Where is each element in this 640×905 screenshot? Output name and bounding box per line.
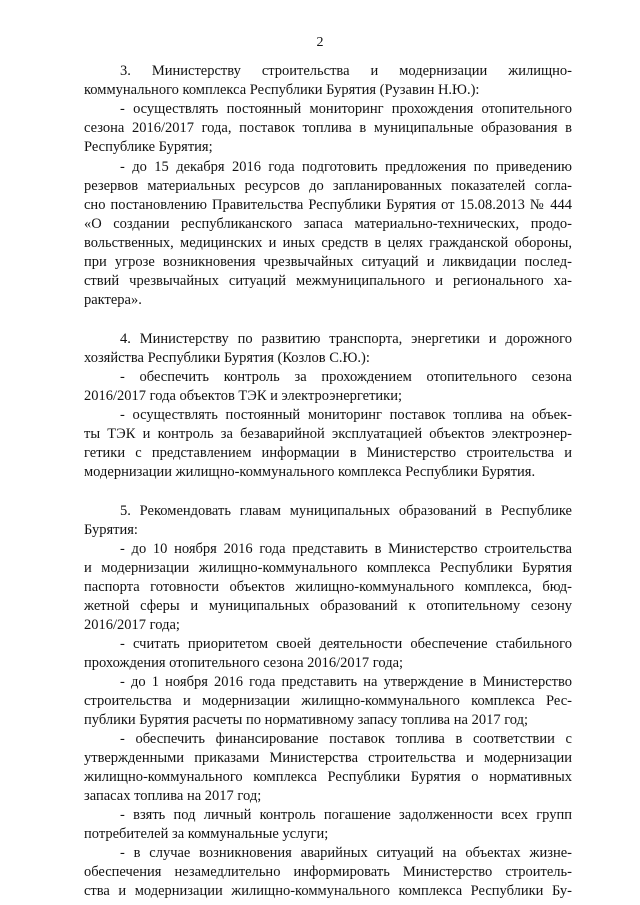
- text-line: вольственных, медицинских и иных средств в целях гражданской обороны,: [84, 235, 572, 251]
- text-line: ты ТЭК и контроль за безаварийной эксплуатацией объектов электроэнер-: [84, 426, 572, 442]
- text-line: при угрозе возникновения чрезвычайных ситуаций и ликвидации послед-: [84, 254, 572, 270]
- text-line: публики Бурятия расчеты по нормативному запасу топлива на 2017 год;: [84, 712, 529, 728]
- text-line: паспорта готовности объектов жилищно-коммунального комплекса, бюд-: [84, 579, 572, 595]
- text-line: жилищно-коммунального комплекса Республики Бурятия о нормативных: [84, 769, 572, 785]
- text-line: 2016/2017 года объектов ТЭК и электроэнергетики;: [84, 388, 403, 404]
- text-line: ствий чрезвычайных ситуаций межмуниципального и регионального ха-: [84, 273, 572, 289]
- text-line: потребителей за коммунальные услуги;: [84, 826, 329, 842]
- text-line: запасах топлива на 2017 год;: [84, 788, 262, 804]
- text-line: сно постановлению Правительства Республики Бурятия от 15.08.2013 № 444: [84, 197, 572, 213]
- text-line: обеспечения незамедлительно информировать Министерство строитель-: [84, 864, 572, 880]
- text-line: Республике Бурятия;: [84, 139, 213, 155]
- text-line: - считать приоритетом своей деятельности обеспечение стабильного: [120, 636, 572, 652]
- text-line: утвержденными приказами Министерства строительства и модернизации: [84, 750, 572, 766]
- text-line: 2016/2017 года;: [84, 617, 180, 633]
- text-line: - до 10 ноября 2016 года представить в Министерство строительства: [120, 541, 572, 557]
- text-line: 5. Рекомендовать главам муниципальных образований в Республике: [120, 503, 572, 519]
- text-line: строительства и модернизации жилищно-коммунального комплекса Рес-: [84, 693, 572, 709]
- text-line: - до 1 ноября 2016 года представить на утверждение в Министерство: [120, 674, 572, 690]
- text-line: - обеспечить контроль за прохождением отопительного сезона: [120, 369, 572, 385]
- text-line: коммунального комплекса Республики Бурятия (Рузавин Н.Ю.):: [84, 82, 480, 98]
- text-line: - взять под личный контроль погашение задолженности всех групп: [120, 807, 572, 823]
- text-line: прохождения отопительного сезона 2016/2017 года;: [84, 655, 404, 671]
- text-line: хозяйства Республики Бурятия (Козлов С.Ю.):: [84, 350, 370, 366]
- text-line: ства и модернизации жилищно-коммунального комплекса Республики Бу-: [84, 883, 572, 899]
- text-line: сезона 2016/2017 года, поставок топлива в муниципальные образования в: [84, 120, 572, 136]
- text-line: рактера».: [84, 292, 142, 308]
- text-line: - обеспечить финансирование поставок топлива в соответствии с: [120, 731, 572, 747]
- text-line: резервов материальных ресурсов до запланированных показателей согла-: [84, 178, 572, 194]
- text-line: и модернизации жилищно-коммунального комплекса Республики Бурятия: [84, 560, 572, 576]
- text-line: 3. Министерству строительства и модернизации жилищно-: [120, 63, 572, 79]
- text-line: жетной сферы и муниципальных образований к отопительному сезону: [84, 598, 572, 614]
- text-line: Бурятия:: [84, 522, 138, 538]
- text-line: модернизации жилищно-коммунального комплекса Республики Бурятия.: [84, 464, 536, 480]
- text-line: «О создании республиканского запаса материально-технических, продо-: [84, 216, 572, 232]
- page-number: 2: [316, 35, 324, 50]
- text-line: - в случае возникновения аварийных ситуаций на объектах жизне-: [120, 845, 572, 861]
- text-line: - осуществлять постоянный мониторинг поставок топлива на объек-: [120, 407, 572, 423]
- text-line: - осуществлять постоянный мониторинг прохождения отопительного: [120, 101, 572, 117]
- text-line: - до 15 декабря 2016 года подготовить предложения по приведению: [120, 159, 572, 175]
- text-line: гетики с представлением информации в Министерство строительства и: [84, 445, 572, 461]
- text-line: 4. Министерству по развитию транспорта, энергетики и дорожного: [120, 331, 572, 347]
